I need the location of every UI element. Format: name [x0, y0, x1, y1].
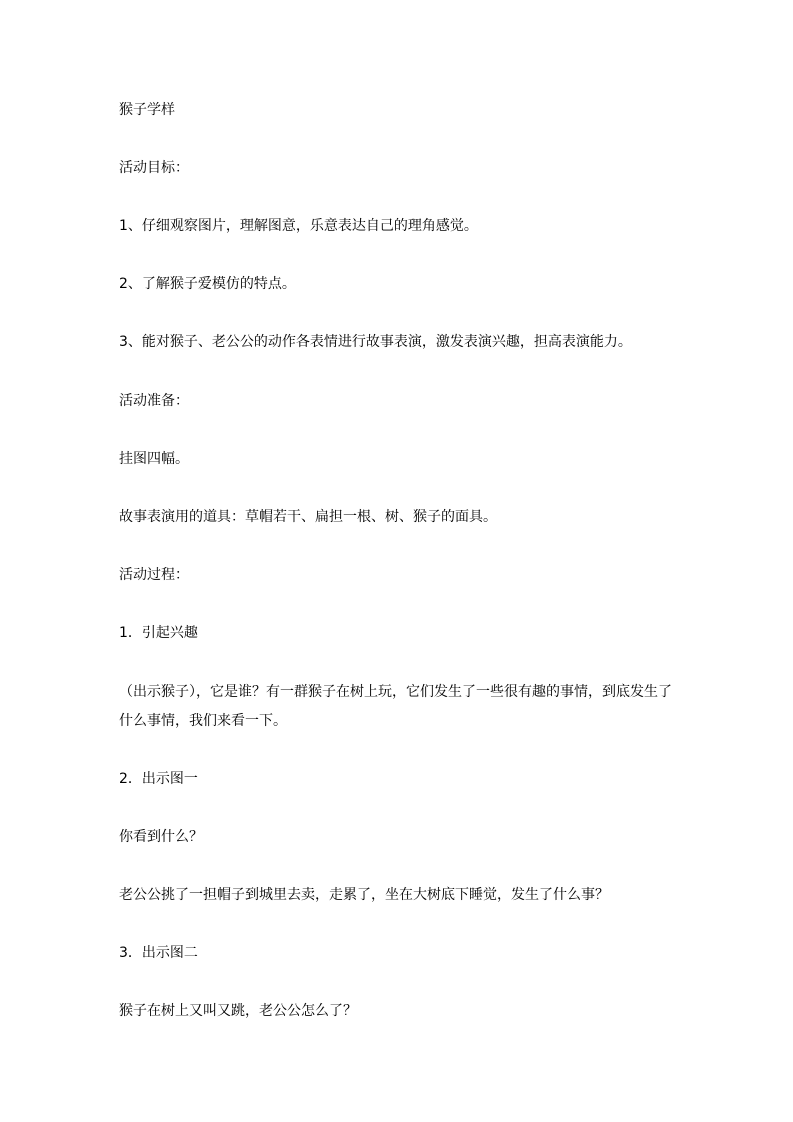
step-2-question: 你看到什么？ [119, 829, 203, 845]
goals-heading: 活动目标： [119, 160, 189, 176]
step-1-text-line-2: 什么事情，我们来看一下。 [119, 713, 287, 729]
goal-item-1: 1、仔细观察图片，理解图意，乐意表达自己的理角感觉。 [119, 218, 478, 234]
document-title: 猴子学样 [119, 102, 175, 118]
step-2-text: 老公公挑了一担帽子到城里去卖，走累了，坐在大树底下睡觉，发生了什么事？ [119, 887, 609, 903]
process-heading: 活动过程： [119, 567, 189, 583]
prep-item-1: 挂图四幅。 [119, 451, 189, 467]
step-2-heading: 2．出示图一 [119, 771, 198, 787]
prep-heading: 活动准备： [119, 393, 189, 409]
step-3-text: 猴子在树上又叫又跳，老公公怎么了？ [119, 1003, 357, 1019]
step-1-heading: 1．引起兴趣 [119, 625, 198, 641]
prep-item-2: 故事表演用的道具：草帽若干、扁担一根、树、猴子的面具。 [119, 509, 497, 525]
goal-item-2: 2、了解猴子爱模仿的特点。 [119, 276, 296, 292]
step-1-text-line-1: （出示猴子），它是谁？有一群猴子在树上玩，它们发生了一些很有趣的事情，到底发生了 [119, 684, 672, 700]
goal-item-3: 3、能对猴子、老公公的动作各表情进行故事表演，激发表演兴趣，担高表演能力。 [119, 334, 632, 350]
step-3-heading: 3．出示图二 [119, 945, 198, 961]
